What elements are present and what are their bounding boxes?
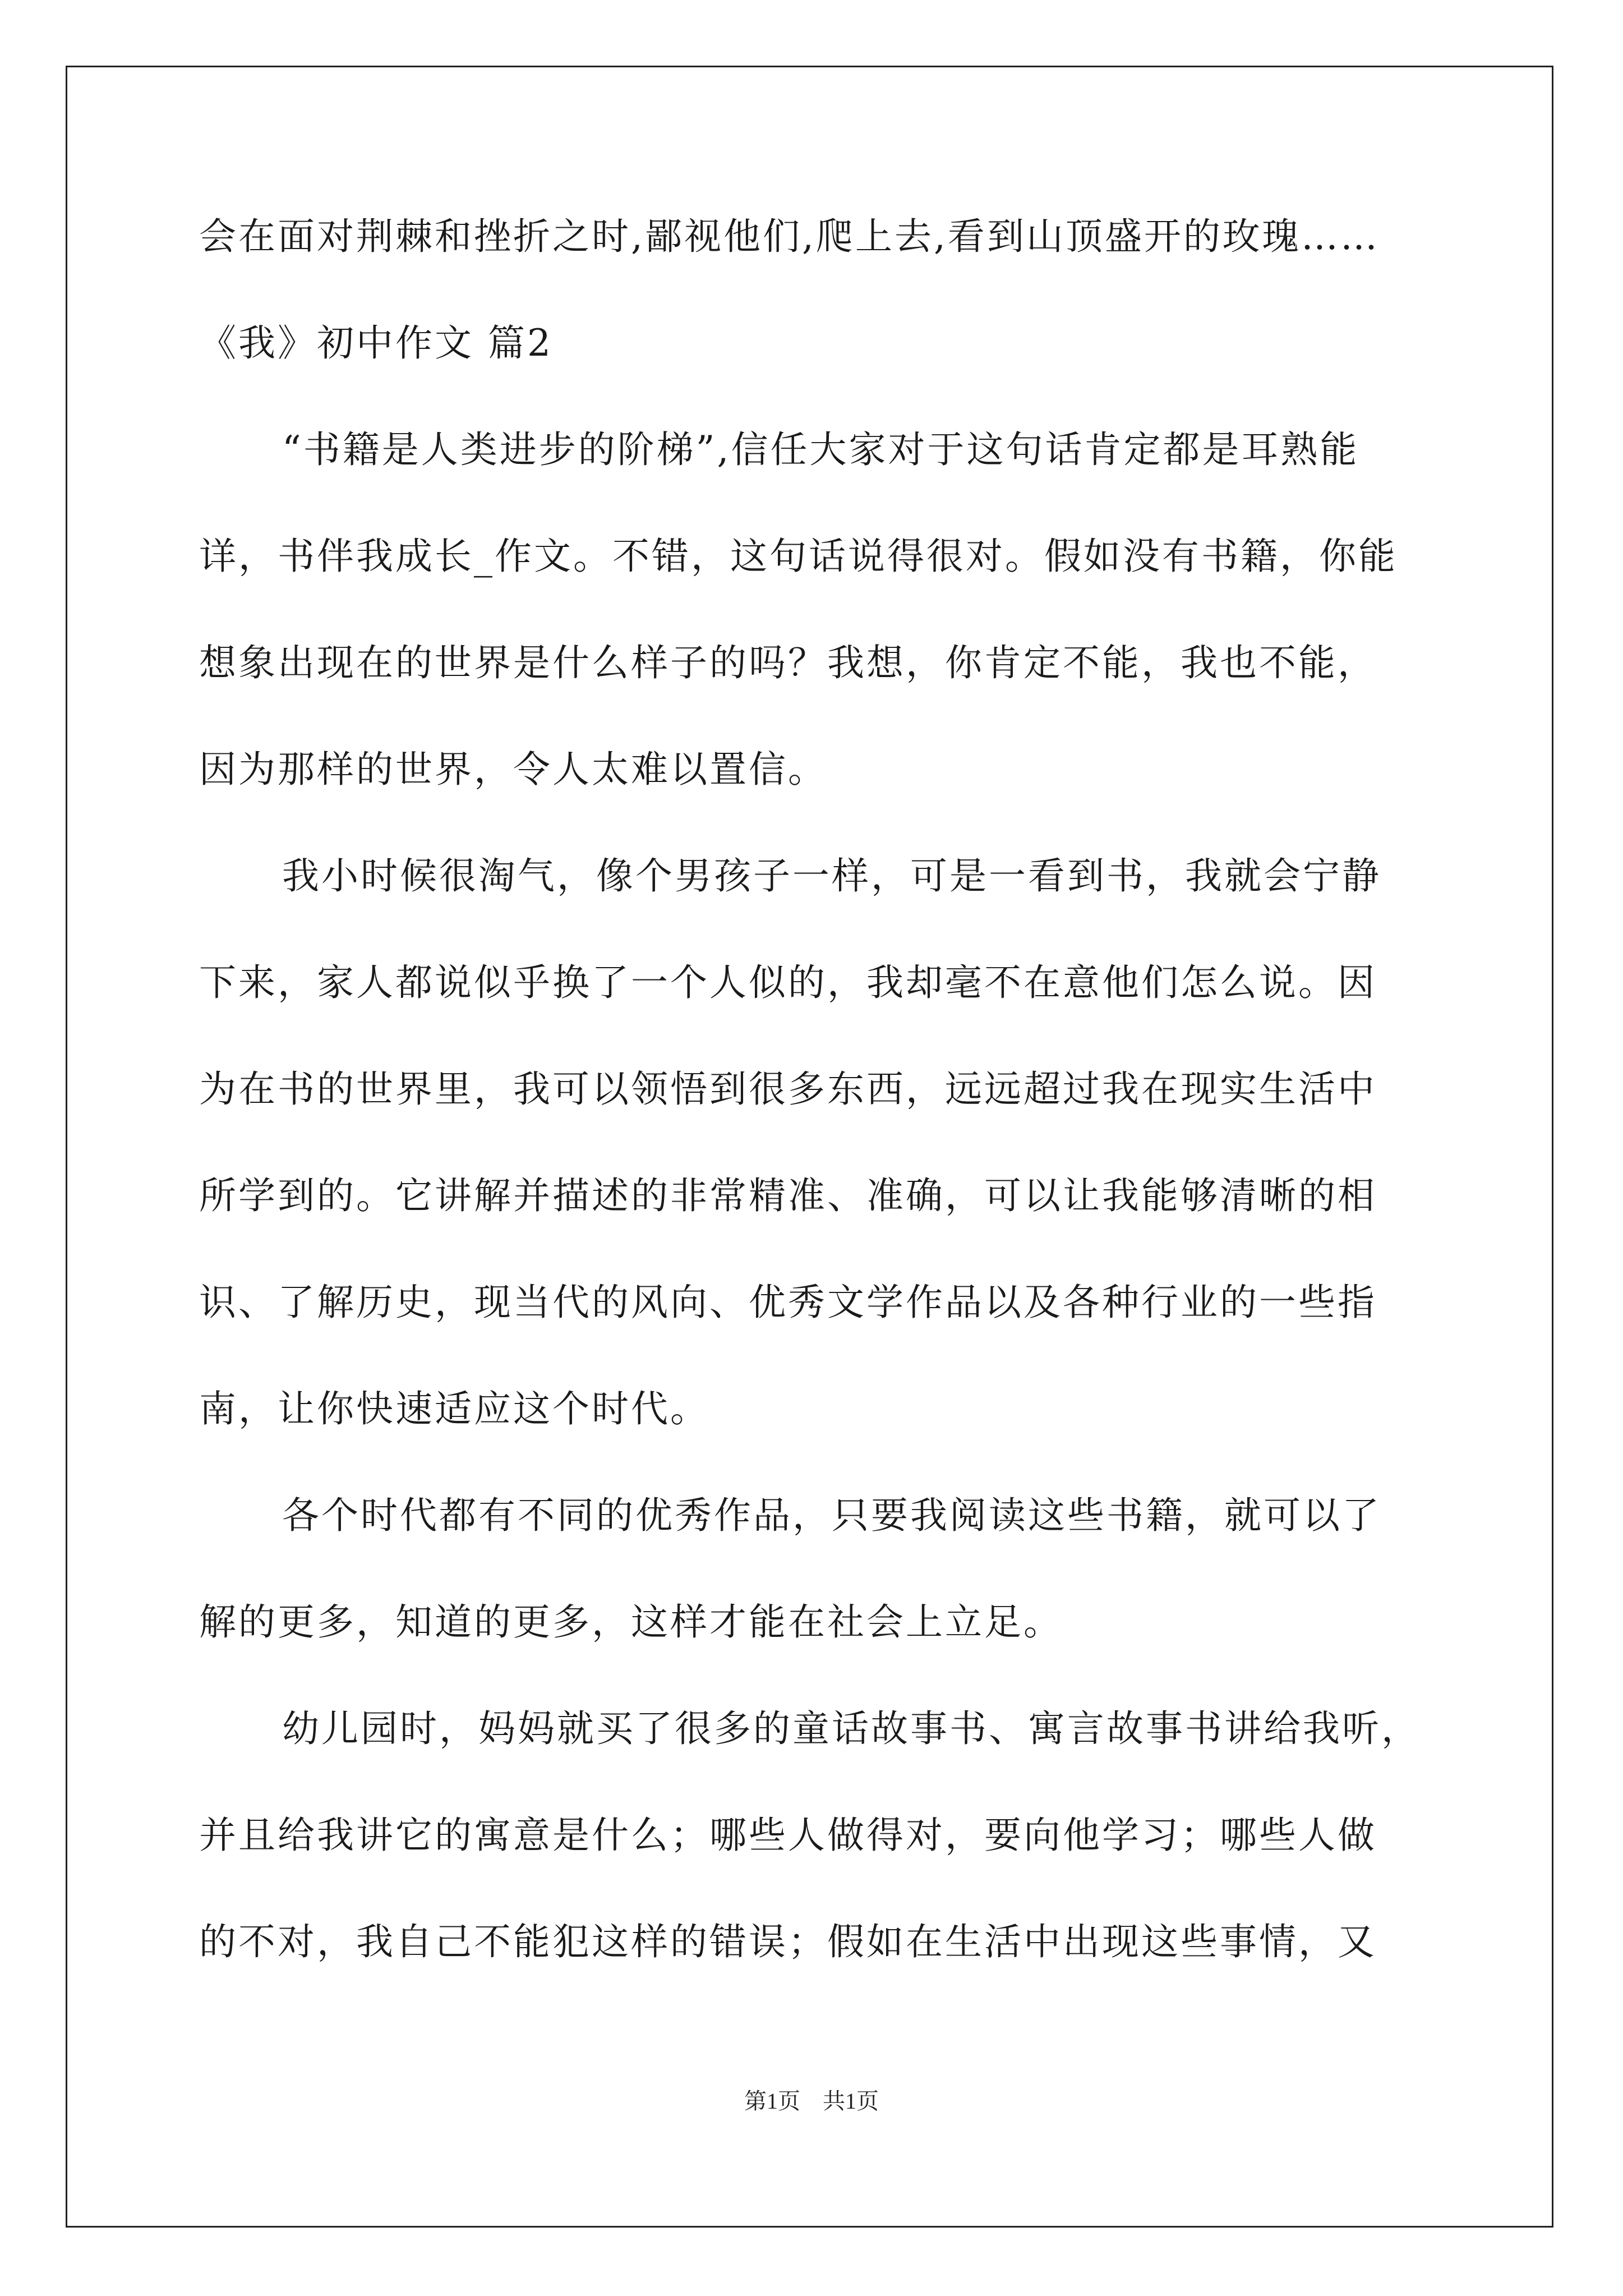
page-number: 第1页 共1页 <box>744 2088 879 2114</box>
text-line-10: 所学到的。它讲解并描述的非常精准、准确，可以让我能够清晰的相 <box>199 1174 1377 1217</box>
text-line-13: 各个时代都有不同的优秀作品，只要我阅读这些书籍，就可以了 <box>282 1494 1381 1537</box>
text-line-15: 幼儿园时，妈妈就买了很多的童话故事书、寓言故事书讲给我听， <box>282 1707 1421 1750</box>
text-line-12: 南，让你快速适应这个时代。 <box>199 1387 709 1430</box>
text-line-5: 想象出现在的世界是什么样子的吗？我想，你肯定不能，我也不能， <box>199 641 1377 684</box>
text-line-17: 的不对，我自己不能犯这样的错误；假如在生活中出现这些事情，又 <box>199 1920 1377 1963</box>
text-line-1: 会在面对荆棘和挫折之时,鄙视他们,爬上去,看到山顶盛开的玫瑰…… <box>199 215 1380 258</box>
text-line-4: 详，书伴我成长_作文。不错，这句话说得很对。假如没有书籍，你能 <box>199 535 1398 578</box>
text-line-8: 下来，家人都说似乎换了一个人似的，我却毫不在意他们怎么说。因 <box>199 961 1377 1004</box>
text-line-11: 识、了解历史，现当代的风向、优秀文学作品以及各种行业的一些指 <box>199 1281 1377 1324</box>
text-line-9: 为在书的世界里，我可以领悟到很多东西，远远超过我在现实生活中 <box>199 1068 1377 1111</box>
text-line-3: “书籍是人类进步的阶梯”,信任大家对于这句话肯定都是耳熟能 <box>282 428 1359 471</box>
text-line-7: 我小时候很淘气，像个男孩子一样，可是一看到书，我就会宁静 <box>282 854 1381 898</box>
page-border <box>66 66 1553 2228</box>
section-heading: 《我》初中作文 篇2 <box>199 321 553 365</box>
text-line-14: 解的更多，知道的更多，这样才能在社会上立足。 <box>199 1600 1063 1644</box>
text-line-16: 并且给我讲它的寓意是什么；哪些人做得对，要向他学习；哪些人做 <box>199 1814 1377 1857</box>
text-line-6: 因为那样的世界，令人太难以置信。 <box>199 748 827 791</box>
